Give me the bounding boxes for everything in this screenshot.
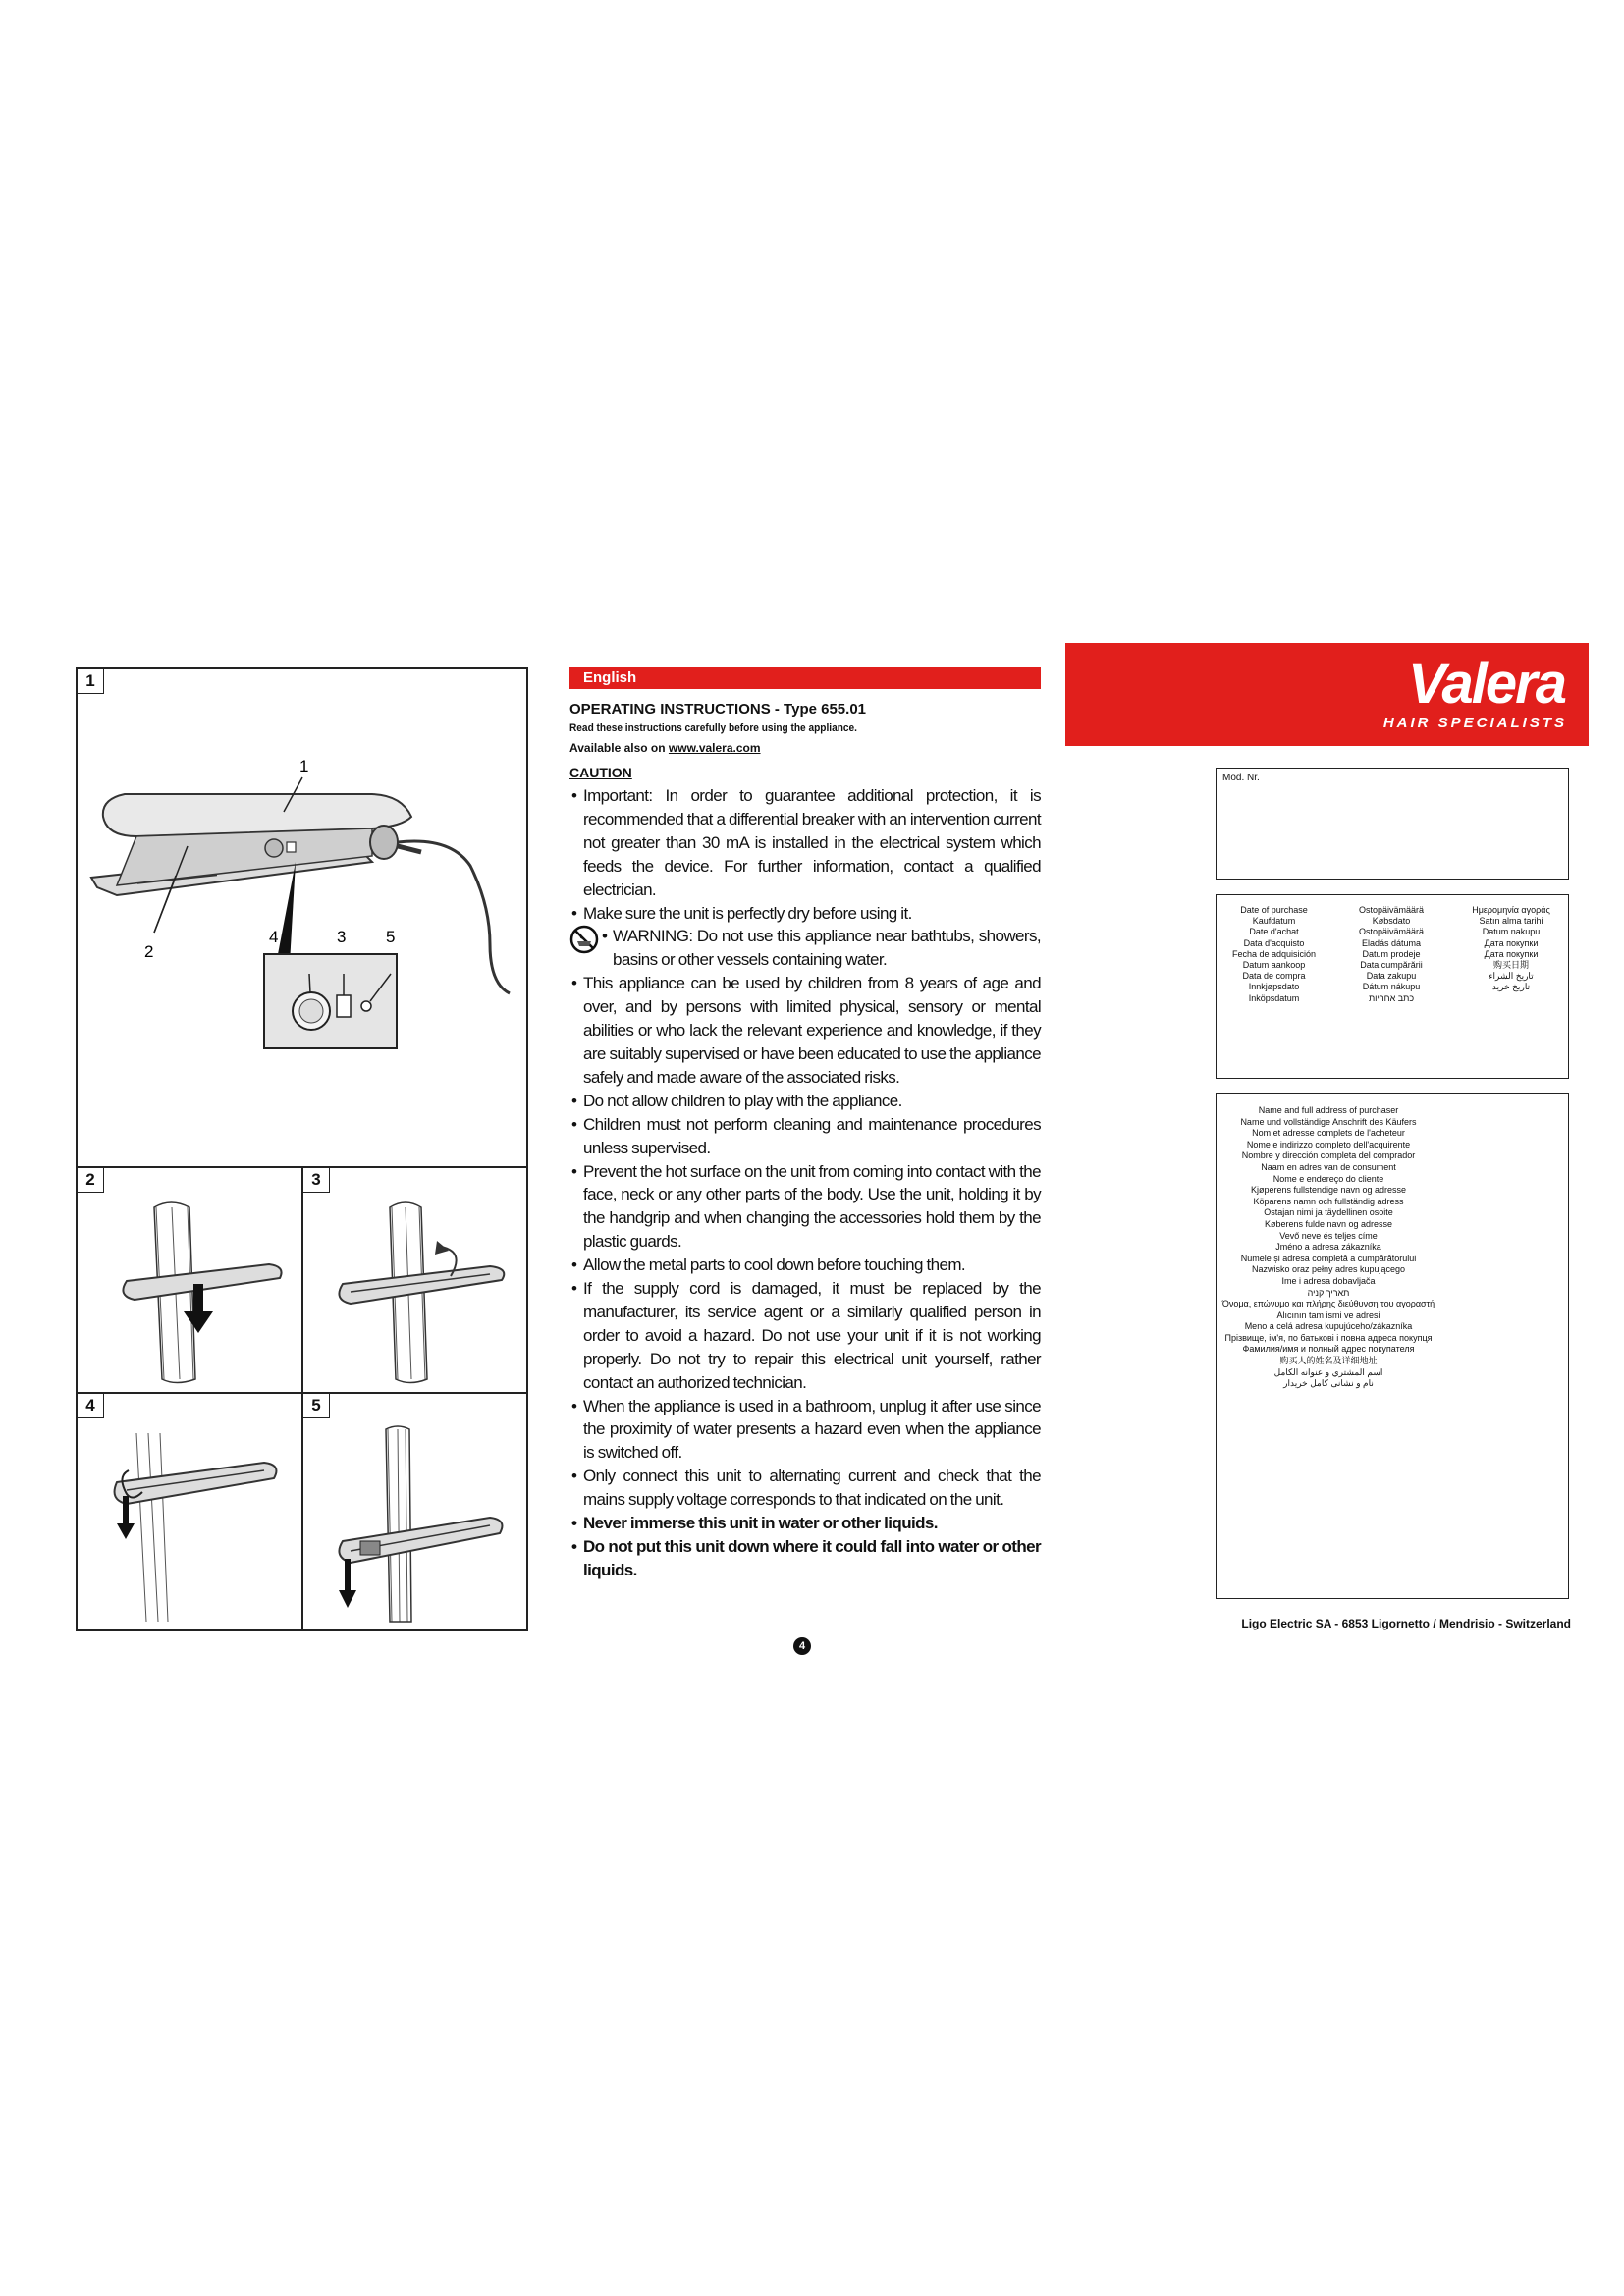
caution-item: • Allow the metal parts to cool down before touching them. <box>569 1254 1041 1277</box>
caution-heading: CAUTION <box>569 765 632 780</box>
caution-item: • Important: In order to guarantee additional protection, it is recommended that a differential breaker with an intervention current not greater than 30 mA is installed in the electrical system which feeds the device. For further information, contact a qualified electrician. <box>569 784 1041 902</box>
figure-3 <box>303 1168 526 1394</box>
label-line: Alıcının tam ismi ve adresi <box>1276 1309 1380 1320</box>
label-line: Jméno a adresa zákazníka <box>1275 1242 1381 1253</box>
figure-number: 1 <box>78 669 104 694</box>
label-line: Nom et adresse complets de l'acheteur <box>1252 1128 1405 1139</box>
purchaser-name-labels <box>1217 1105 1440 1390</box>
straightener-diagram <box>78 669 526 1168</box>
label-line: Eladás dátuma <box>1361 937 1422 948</box>
purchase-date-labels-col1 <box>1222 905 1326 1004</box>
hair-clamp-step-diagram <box>78 1394 301 1628</box>
figure-1 <box>78 669 526 1168</box>
label-line: Fecha de adquisición <box>1231 948 1317 959</box>
label-line: Name und vollständige Anschrift des Käufers <box>1240 1116 1417 1127</box>
caution-item: • This appliance can be used by children from 8 years of age and over, and by persons with limited physical, sensory or mental abilities or who lack the relevant experience and knowledge, if they are suitably supervised or have been educated to use the appliance safely and made aware of the associated risks. <box>569 972 1041 1090</box>
label-line: Køberens fulde navn og adresse <box>1264 1218 1393 1229</box>
label-line: Nombre y dirección completa del comprador <box>1241 1150 1416 1161</box>
label-line: Дата покупки <box>1484 948 1539 959</box>
caution-list <box>569 784 1041 1582</box>
label-line: כתב אחריות <box>1368 992 1415 1003</box>
hair-clamp-step-diagram <box>78 1168 301 1392</box>
label-line: Ostopäivämäärä <box>1358 927 1425 937</box>
label-line: Дата покупки <box>1484 937 1539 948</box>
label-line: تاريخ الشراء <box>1489 971 1534 982</box>
instructions-column <box>569 667 1041 1652</box>
model-number-label: Mod. Nr. <box>1222 773 1260 783</box>
label-line: Naam en adres van de consument <box>1261 1161 1396 1172</box>
label-line: Date of purchase <box>1240 905 1308 915</box>
manufacturer-address: Ligo Electric SA - 6853 Ligornetto / Mendrisio - Switzerland <box>1241 1617 1571 1630</box>
availability-prefix: Available also on <box>569 741 669 755</box>
caution-item: • Prevent the hot surface on the unit from coming into contact with the face, neck or any other parts of the body. Use the unit, holding it by the handgrip and when changing the accessories hold them by the plastic guards. <box>569 1160 1041 1255</box>
hair-clamp-step-diagram <box>303 1394 524 1628</box>
caution-item: • If the supply cord is damaged, it must be replaced by the manufacturer, its service agent or a similarly qualified person in order to avoid a hazard. Do not use your unit if it is not working properly. Do not try to repair this electrical unit yourself, rather contact an authorized technician. <box>569 1277 1041 1395</box>
callout-3: 3 <box>337 928 347 946</box>
label-line: Прізвище, ім'я, по батькові і повна адреса покупця <box>1224 1332 1433 1343</box>
language-tab: English <box>569 667 1041 689</box>
label-line: Datum nakupu <box>1482 927 1541 937</box>
label-line: تاريخ خريد <box>1491 982 1531 992</box>
brand-banner <box>1065 643 1589 746</box>
label-line: Kjøperens fullstendige navn og adresse <box>1250 1185 1407 1196</box>
caution-item: • Do not allow children to play with the appliance. <box>569 1090 1041 1113</box>
caution-item: • Children must not perform cleaning and maintenance procedures unless supervised. <box>569 1113 1041 1160</box>
model-number-box <box>1216 768 1569 880</box>
callout-5: 5 <box>386 928 396 946</box>
caution-item-bold: • Never immerse this unit in water or other liquids. <box>569 1512 1041 1535</box>
label-line: Købsdato <box>1372 916 1411 927</box>
availability-line <box>569 741 1041 755</box>
page-number: 4 <box>793 1637 811 1655</box>
label-line: Data zakupu <box>1366 971 1417 982</box>
label-line: Kaufdatum <box>1252 916 1296 927</box>
website-link[interactable]: www.valera.com <box>668 741 761 755</box>
label-line: Data d'acquisto <box>1243 937 1305 948</box>
figure-number: 2 <box>78 1168 104 1193</box>
figure-panel <box>76 667 528 1631</box>
label-line: 购买人的姓名及详细地址 <box>1279 1356 1378 1366</box>
figure-4 <box>78 1394 303 1629</box>
caution-item-bold: • Do not put this unit down where it could fall into water or other liquids. <box>569 1535 1041 1582</box>
label-line: Data cumpărării <box>1360 960 1423 971</box>
hair-clamp-step-diagram <box>303 1168 524 1392</box>
brand-tagline: HAIR SPECIALISTS <box>1382 715 1567 731</box>
callout-4: 4 <box>269 928 279 946</box>
brand-logo: Valera <box>1408 652 1565 716</box>
document-title: OPERATING INSTRUCTIONS - Type 655.01 <box>569 701 866 718</box>
figure-5 <box>303 1394 526 1629</box>
purchase-date-box <box>1216 894 1569 1079</box>
figure-number: 5 <box>303 1394 330 1418</box>
caution-item: • Only connect this unit to alternating current and check that the mains supply voltage corresponds to that indicated on the unit. <box>569 1465 1041 1512</box>
label-line: Nome e endereço do cliente <box>1272 1173 1384 1184</box>
label-line: Satın alma tarihi <box>1479 916 1543 927</box>
figure-number: 4 <box>78 1394 104 1418</box>
caution-item: • Make sure the unit is perfectly dry before using it. <box>569 902 1041 926</box>
label-line: Numele și adresa completă a cumpărătorului <box>1240 1253 1417 1263</box>
label-line: Nome e indirizzo completo dell'acquirente <box>1246 1139 1411 1149</box>
label-line: תאריך קניה <box>1307 1287 1350 1298</box>
label-line: Inköpsdatum <box>1248 992 1300 1003</box>
warning-item <box>569 925 1041 972</box>
label-line: Ostajan nimi ja täydellinen osoite <box>1264 1207 1393 1218</box>
document-subtitle: Read these instructions carefully before using the appliance. <box>569 722 857 734</box>
label-line: Ostopäivämäärä <box>1358 905 1425 915</box>
callout-2: 2 <box>144 942 154 961</box>
purchase-date-labels-col2 <box>1336 905 1446 1004</box>
label-line: Innkjøpsdato <box>1248 982 1300 992</box>
label-line: Date d'achat <box>1249 927 1299 937</box>
no-bath-warning-icon <box>569 925 599 954</box>
label-line: نام و نشانی کامل خریدار <box>1283 1378 1374 1389</box>
label-line: Datum aankoop <box>1242 960 1306 971</box>
label-line: Vevő neve és teljes címe <box>1279 1230 1378 1241</box>
label-line: Datum prodeje <box>1362 948 1421 959</box>
label-line: Data de compra <box>1242 971 1306 982</box>
label-line: اسم المشتري و عنوانه الكامل <box>1273 1366 1383 1377</box>
purchaser-name-box <box>1216 1093 1569 1599</box>
caution-item: • When the appliance is used in a bathroom, unplug it after use since the proximity of water presents a hazard even when the appliance is switched off. <box>569 1395 1041 1466</box>
label-line: Nazwisko oraz pełny adres kupującego <box>1251 1264 1406 1275</box>
label-line: Köparens namn och fullständig adress <box>1253 1196 1404 1206</box>
label-line: Name and full address of purchaser <box>1258 1105 1399 1115</box>
label-line: Dátum nákupu <box>1362 982 1421 992</box>
figure-number: 3 <box>303 1168 330 1193</box>
label-line: 购买日期 <box>1492 960 1529 971</box>
label-line: Ime i adresa dobavljača <box>1281 1275 1376 1286</box>
label-line: Meno a celá adresa kupujúceho/zákazníka <box>1244 1321 1413 1332</box>
warning-text: WARNING: Do not use this appliance near bathtubs, showers, basins or other vessels containing water. <box>613 927 1041 970</box>
label-line: Ημερομηνία αγοράς <box>1472 905 1550 915</box>
callout-1: 1 <box>299 757 309 775</box>
figure-2 <box>78 1168 303 1394</box>
purchase-date-labels-col3 <box>1458 905 1564 993</box>
label-line: Όνομα, επώνυμο και πλήρης διεύθυνση του αγοραστή <box>1221 1299 1435 1309</box>
label-line: Фамилия/имя и полный адрес покупателя <box>1242 1344 1415 1355</box>
